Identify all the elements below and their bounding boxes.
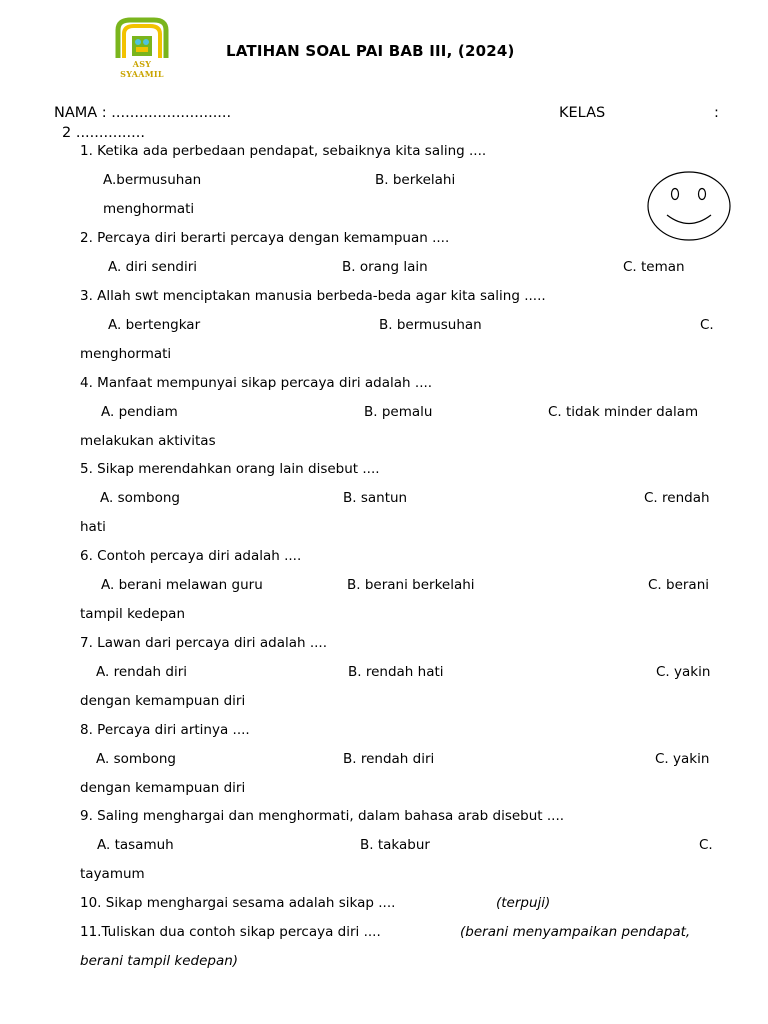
q4-option-c-cont: melakukan aktivitas (80, 433, 216, 449)
class-field-value: 2 ............... (62, 125, 145, 141)
q3-option-b: B. bermusuhan (379, 317, 482, 333)
q2-option-a: A. diri sendiri (108, 259, 198, 275)
name-field-label: NAMA : .......................... (54, 105, 232, 121)
q11-answer-cont: berani tampil kedepan) (80, 953, 239, 969)
q3-option-c-cont: menghormati (80, 346, 172, 362)
class-colon: : (714, 105, 719, 121)
q1-option-c: menghormati (103, 201, 195, 217)
question-10: 10. Sikap menghargai sesama adalah sikap .... (80, 895, 396, 911)
question-11: 11.Tuliskan dua contoh sikap percaya diri .... (80, 924, 381, 940)
question-8: 8. Percaya diri artinya .... (80, 722, 250, 738)
q8-option-c-cont: dengan kemampuan diri (80, 780, 246, 796)
q1-option-b: B. berkelahi (375, 172, 456, 188)
q6-option-c-cont: tampil kedepan (80, 606, 185, 622)
question-3: 3. Allah swt menciptakan manusia berbeda-beda agar kita saling ..... (80, 288, 546, 304)
q4-option-c: C. tidak minder dalam (548, 404, 699, 420)
q5-option-a: A. sombong (100, 490, 180, 506)
q9-option-c-cont: tayamum (80, 866, 145, 882)
question-6: 6. Contoh percaya diri adalah .... (80, 548, 302, 564)
question-2: 2. Percaya diri berarti percaya dengan kemampuan .... (80, 230, 450, 246)
q7-option-b: B. rendah hati (348, 664, 444, 680)
q3-option-c: C. (700, 317, 714, 333)
q6-option-c: C. berani (648, 577, 710, 593)
q10-answer: (terpuji) (496, 895, 551, 911)
question-9: 9. Saling menghargai dan menghormati, dalam bahasa arab disebut .... (80, 808, 565, 824)
q7-option-c: C. yakin (656, 664, 711, 680)
q7-option-a: A. rendah diri (96, 664, 188, 680)
smiley-face-icon (646, 170, 732, 242)
q8-option-c: C. yakin (655, 751, 710, 767)
q9-option-c: C. (699, 837, 713, 853)
q4-option-a: A. pendiam (101, 404, 178, 420)
q6-option-b: B. berani berkelahi (347, 577, 475, 593)
q2-option-b: B. orang lain (342, 259, 428, 275)
question-5: 5. Sikap merendahkan orang lain disebut .... (80, 461, 380, 477)
page-title: LATIHAN SOAL PAI BAB III, (2024) (226, 42, 515, 60)
q8-option-a: A. sombong (96, 751, 176, 767)
q11-answer: (berani menyampaikan pendapat, (460, 924, 691, 940)
q4-option-b: B. pemalu (364, 404, 433, 420)
q9-option-b: B. takabur (360, 837, 430, 853)
q2-option-c: C. teman (623, 259, 685, 275)
logo-caption: ASY SYAAMIL (120, 59, 164, 79)
q8-option-b: B. rendah diri (343, 751, 435, 767)
q6-option-a: A. berani melawan guru (101, 577, 263, 593)
q1-option-a: A.bermusuhan (103, 172, 202, 188)
question-4: 4. Manfaat mempunyai sikap percaya diri adalah .... (80, 375, 433, 391)
q5-option-c-cont: hati (80, 519, 106, 535)
class-field-label: KELAS (559, 105, 606, 121)
q7-option-c-cont: dengan kemampuan diri (80, 693, 246, 709)
q9-option-a: A. tasamuh (97, 837, 174, 853)
school-logo (110, 16, 174, 79)
q3-option-a: A. bertengkar (108, 317, 201, 333)
q5-option-b: B. santun (343, 490, 408, 506)
q5-option-c: C. rendah (644, 490, 710, 506)
question-1: 1. Ketika ada perbedaan pendapat, sebaiknya kita saling .... (80, 143, 487, 159)
question-7: 7. Lawan dari percaya diri adalah .... (80, 635, 328, 651)
